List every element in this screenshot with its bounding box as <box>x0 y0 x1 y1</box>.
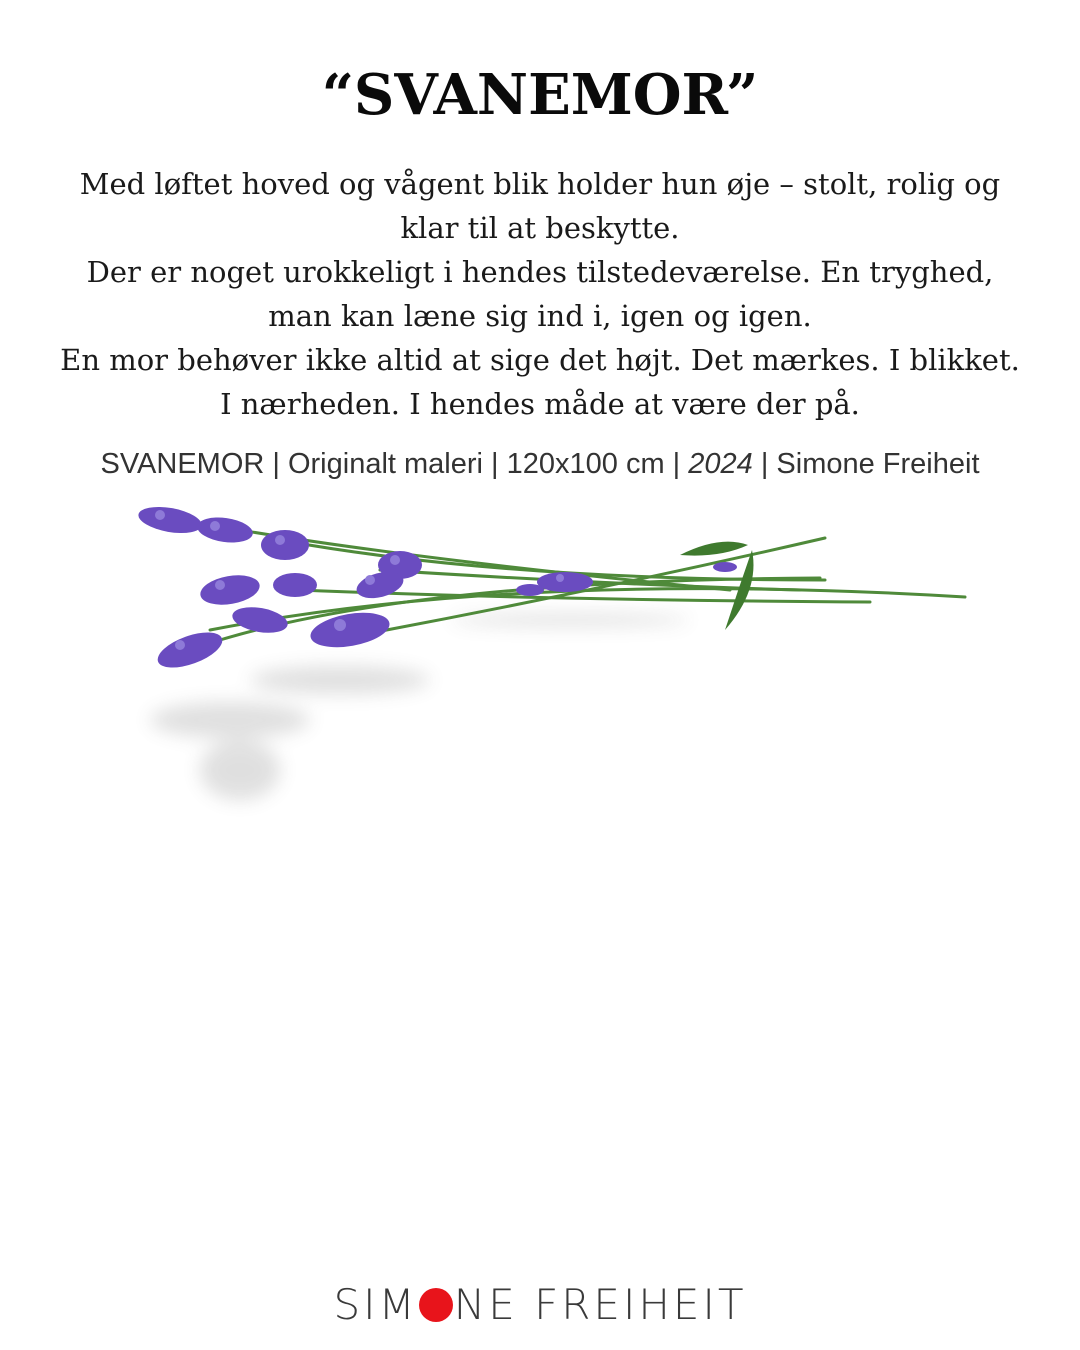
artwork-caption <box>0 444 1080 484</box>
description-paragraph-2: Der er noget urokkeligt i hendes tilstedeværelse. En tryghed, man kan læne sig ind i, igen og igen. <box>86 255 994 333</box>
logo-text-end: NE FREIHEIT <box>453 1280 747 1329</box>
lavender-image <box>120 490 990 820</box>
red-dot-icon <box>419 1288 453 1322</box>
description-paragraph-3: En mor behøver ikke altid at sige det højt. Det mærkes. I blikket. I nærheden. I hendes måde at være der på. <box>60 343 1020 421</box>
caption-artist: | Simone Freiheit <box>752 448 980 480</box>
artwork-description <box>60 162 1020 426</box>
caption-year: 2024 <box>688 448 753 480</box>
logo-text-start: SIM <box>333 1280 418 1329</box>
simone-freiheit-logo <box>0 1280 1080 1330</box>
description-paragraph-1: Med løftet hoved og vågent blik holder hun øje – stolt, rolig og klar til at beskytte. <box>79 167 1001 245</box>
artwork-title: “SVANEMOR” <box>321 62 759 128</box>
caption-details: SVANEMOR | Originalt maleri | 120x100 cm | <box>100 448 689 480</box>
